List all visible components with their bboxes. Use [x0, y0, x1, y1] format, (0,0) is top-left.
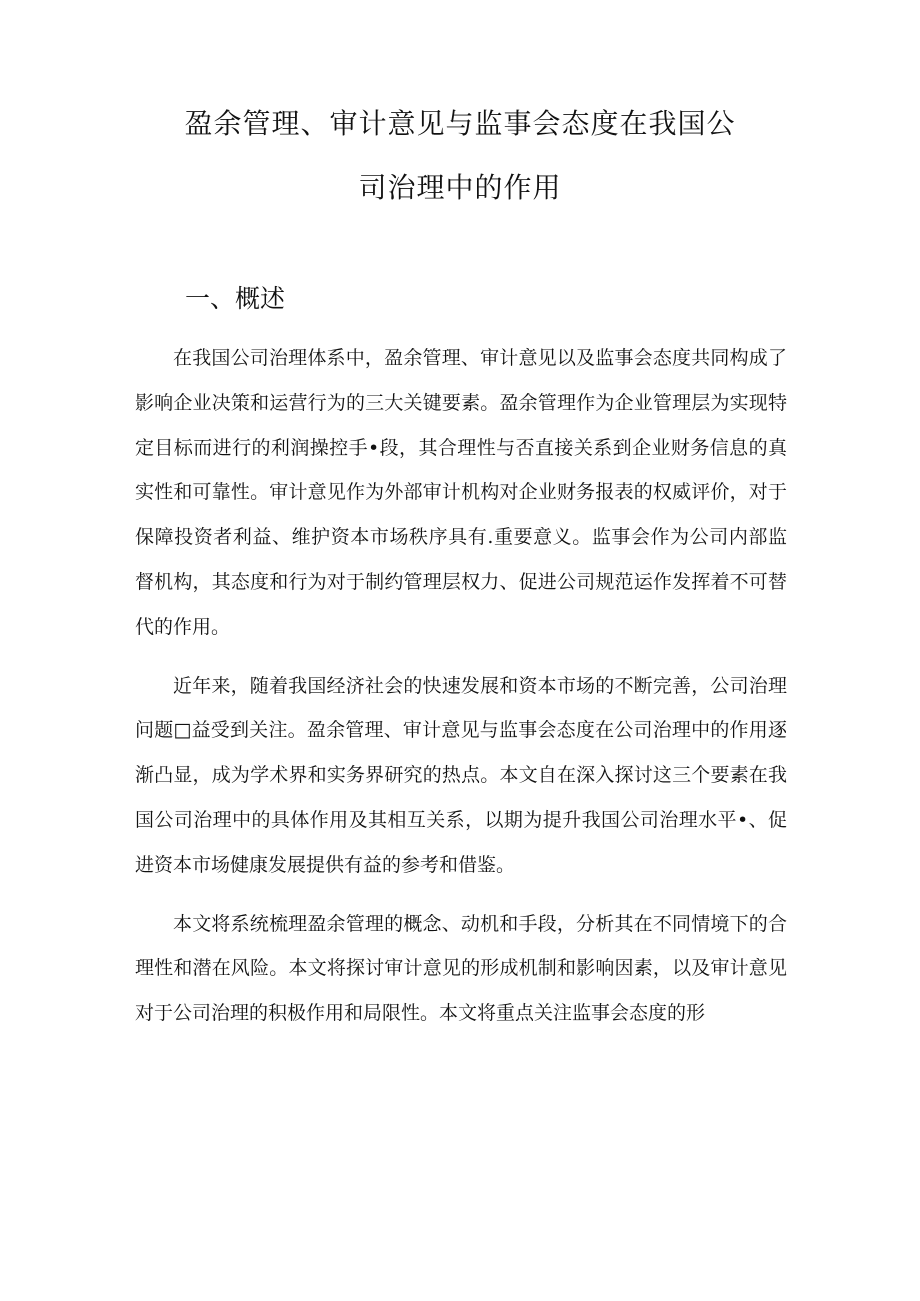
document-title-line-2: 司治理中的作用	[358, 171, 562, 204]
document-title-line-1: 盈余管理、审计意见与监事会态度在我国公	[184, 107, 736, 140]
body-text	[135, 336, 787, 1050]
section-heading: 一、概述	[185, 284, 286, 313]
paragraph-1: 在我国公司治理体系中，盈余管理、审计意见以及监事会态度共同构成了影响企业决策和运营行为的三大关键要素。盈余管理作为企业管理层为实现特定目标而进行的利润操控手•段，其合理性与否直接关系到企业财务信息的真实性和可靠性。审计意见作为外部审计机构对企业财务报表的权威评价，对于保障投资者利益、维护资本市场秩序具有.重要意义。监事会作为公司内部监督机构，其态度和行为对于制约管理层权力、促进公司规范运作发挥着不可替代的作用。	[135, 347, 787, 638]
paragraph-2: 近年来，随着我国经济社会的快速发展和资本市场的不断完善，公司治理问题□益受到关注。盈余管理、审计意见与监事会态度在公司治理中的作用逐渐凸显，成为学术界和实务界研究的热点。本文自在深入探讨这三个要素在我国公司治理中的具体作用及其相互关系，以期为提升我国公司治理水平•、促进资本市场健康发展提供有益的参考和借鉴。	[135, 674, 787, 876]
paragraph-3: 本文将系统梳理盈余管理的概念、动机和手段，分析其在不同情境下的合理性和潜在风险。本文将探讨审计意见的形成机制和影响因素，以及审计意见对于公司治理的积极作用和局限性。本文将重点关注监事会态度的形	[135, 912, 787, 1025]
